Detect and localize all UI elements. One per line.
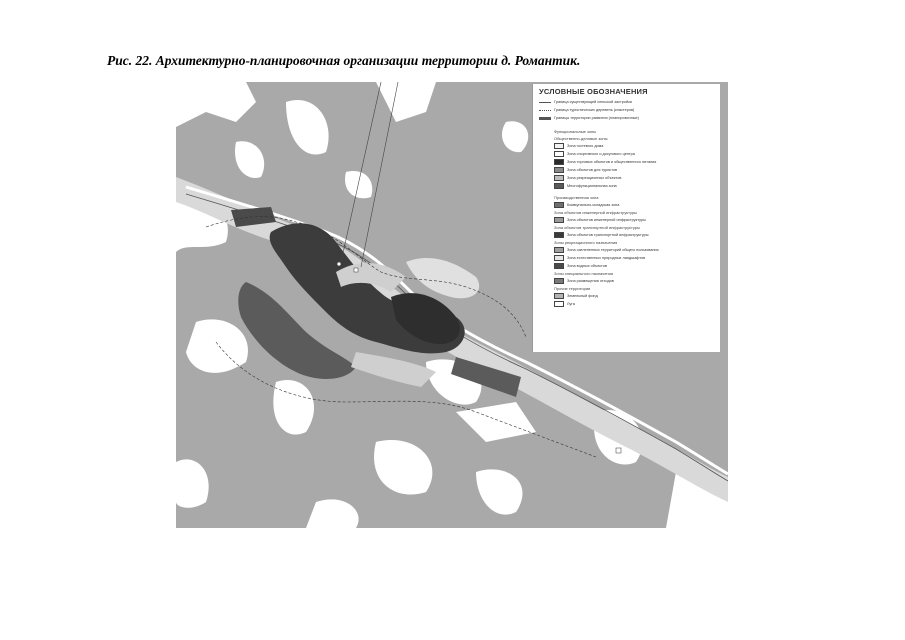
- zone-swatch: [554, 247, 564, 253]
- legend-item: [539, 166, 716, 174]
- map-legend: [532, 84, 720, 352]
- legend-item: [539, 231, 716, 239]
- legend-item: [539, 201, 716, 209]
- zone-swatch: [554, 217, 564, 223]
- zone-swatch: [554, 263, 564, 269]
- legend-section-header: Прочие территории: [554, 286, 591, 291]
- legend-item: [539, 114, 716, 122]
- legend-item: [539, 292, 716, 300]
- zone-swatch: [554, 143, 564, 149]
- dotted-line-symbol: [539, 110, 551, 111]
- legend-section-header: Производственная зона: [554, 195, 599, 200]
- legend-label: Зона объектов инженерной инфраструктуры: [567, 218, 646, 222]
- building-marker-east: [616, 448, 621, 453]
- legend-section-header: Функциональные зоны: [554, 129, 597, 134]
- legend-label: Зона естественных природных ландшафтов: [567, 256, 646, 260]
- thick-line-symbol: [539, 117, 551, 120]
- legend-item: [539, 254, 716, 262]
- zone-swatch: [554, 159, 564, 165]
- legend-item: [539, 142, 716, 150]
- legend-title: УСЛОВНЫЕ ОБОЗНАЧЕНИЯ: [539, 87, 648, 96]
- legend-item: [539, 277, 716, 285]
- legend-item: [539, 246, 716, 254]
- figure-caption: Рис. 22. Архитектурно-планировочная организации территории д. Романтик.: [107, 53, 581, 68]
- point-marker: [337, 262, 341, 266]
- legend-label: Зона объектов для туристов: [567, 168, 618, 172]
- zone-swatch: [554, 232, 564, 238]
- solid-line-symbol: [539, 102, 551, 103]
- legend-label: Границы территории развития (планировочные): [554, 116, 639, 120]
- legend-item: [539, 216, 716, 224]
- zone-swatch: [554, 167, 564, 173]
- legend-item: [539, 158, 716, 166]
- legend-label: Зона объектов транспортной инфраструктуры: [567, 233, 649, 237]
- legend-label: Луга: [567, 302, 575, 306]
- legend-label: Земельный фонд: [567, 294, 598, 298]
- legend-label: Зона спортивного и досугового центра: [567, 152, 635, 156]
- legend-label: Граница туристических деревень (кластеров): [554, 108, 635, 112]
- building-marker: [354, 268, 358, 272]
- legend-section-header: Зона объектов транспортной инфраструктуры: [554, 225, 640, 230]
- legend-label: Зона рекреационных объектов: [567, 176, 622, 180]
- legend-label: Зона гостевого дома: [567, 144, 604, 148]
- legend-item: [539, 150, 716, 158]
- legend-label: Граница существующей сельской застройки: [554, 100, 632, 104]
- legend-item: [539, 300, 716, 308]
- legend-section-header: Зоны специального назначения: [554, 271, 614, 276]
- zone-swatch: [554, 183, 564, 189]
- legend-item: [539, 106, 716, 114]
- zone-swatch: [554, 202, 564, 208]
- zone-swatch: [554, 151, 564, 157]
- legend-item: [539, 182, 716, 190]
- territory-map: [176, 82, 728, 528]
- zone-swatch: [554, 293, 564, 299]
- zone-swatch: [554, 278, 564, 284]
- legend-item: [539, 262, 716, 270]
- legend-section-header: Общественно-деловые зоны: [554, 136, 608, 141]
- legend-section-header: Зона объектов инженерной инфраструктуры: [554, 210, 638, 215]
- legend-label: Многофункциональная зона: [567, 184, 617, 188]
- legend-item: [539, 174, 716, 182]
- legend-label: Коммунально-складская зона: [567, 203, 620, 207]
- legend-item: [539, 98, 716, 106]
- legend-label: Зона водных объектов: [567, 264, 607, 268]
- legend-section-header: Зоны рекреационного назначения: [554, 240, 618, 245]
- zone-swatch: [554, 255, 564, 261]
- legend-label: Зона торговых объектов и общественного питания: [567, 160, 657, 164]
- legend-label: Зона размещения отходов: [567, 279, 614, 283]
- legend-label: Зона озелененных территорий общего пользования: [567, 248, 659, 252]
- zone-swatch: [554, 301, 564, 307]
- zone-swatch: [554, 175, 564, 181]
